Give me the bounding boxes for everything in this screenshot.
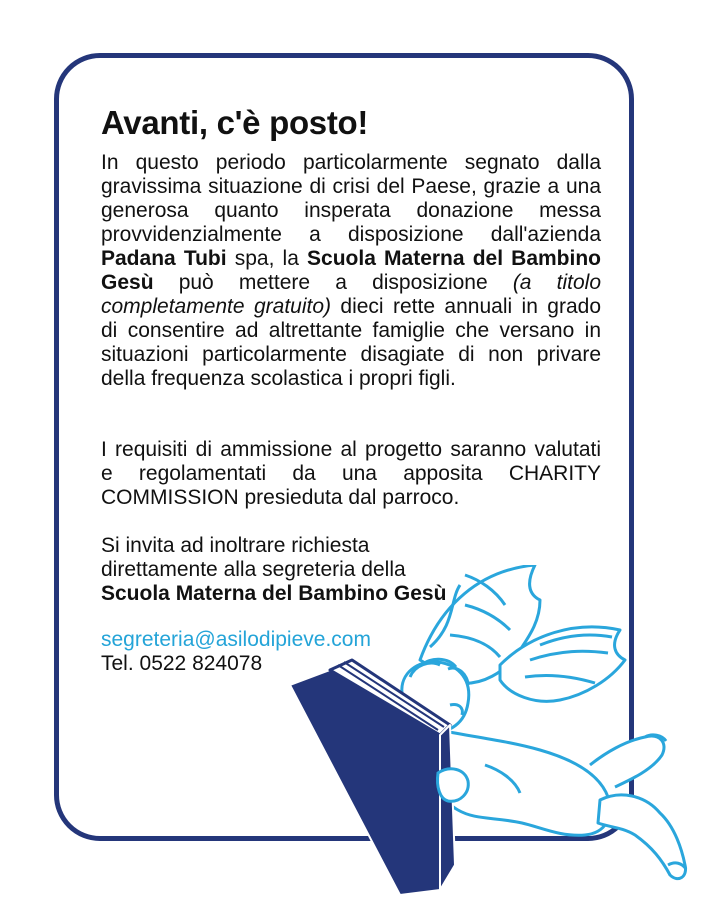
- intro-text-3: può mettere a disposizione: [153, 271, 513, 294]
- intro-text-2: spa, la: [226, 247, 308, 270]
- invite-line-2: direttamente alla segreteria della: [101, 558, 406, 581]
- requirements-paragraph: I requisiti di ammissione al progetto saranno valutati e regolamentati da una apposita CHARITY COMMISSION presieduta dal parroco.: [101, 438, 601, 509]
- invite-school-name: Scuola Materna del Bambino Gesù: [101, 582, 447, 605]
- page-title: Avanti, c'è posto!: [101, 104, 369, 141]
- intro-text-4: dieci rette annuali in grado di consentire ad altrettante famiglie che versano in situazioni particolarmente disagiate di non privare della frequenza scolastica i propri figli.: [101, 295, 601, 390]
- phone-number: Tel. 0522 824078: [101, 652, 263, 675]
- company-name: Padana Tubi: [101, 247, 227, 270]
- intro-text-1: In questo periodo particolarmente segnato dalla gravissima situazione di crisi del Paese, grazie a una generosa quanto insperata donazione messa provvidenzialmente a disposizione dall'azienda: [101, 151, 601, 246]
- email-link[interactable]: segreteria@asilodipieve.com: [101, 628, 371, 651]
- reading-cherub-illustration: [290, 565, 700, 895]
- intro-paragraph: [101, 151, 601, 391]
- hand-icon: [437, 769, 468, 801]
- school-name: Scuola Materna del Bambino Gesù: [101, 247, 602, 294]
- invite-line-1: Si invita ad inoltrare richiesta: [101, 534, 370, 557]
- free-note: (a titolo completamente gratuito): [101, 271, 602, 318]
